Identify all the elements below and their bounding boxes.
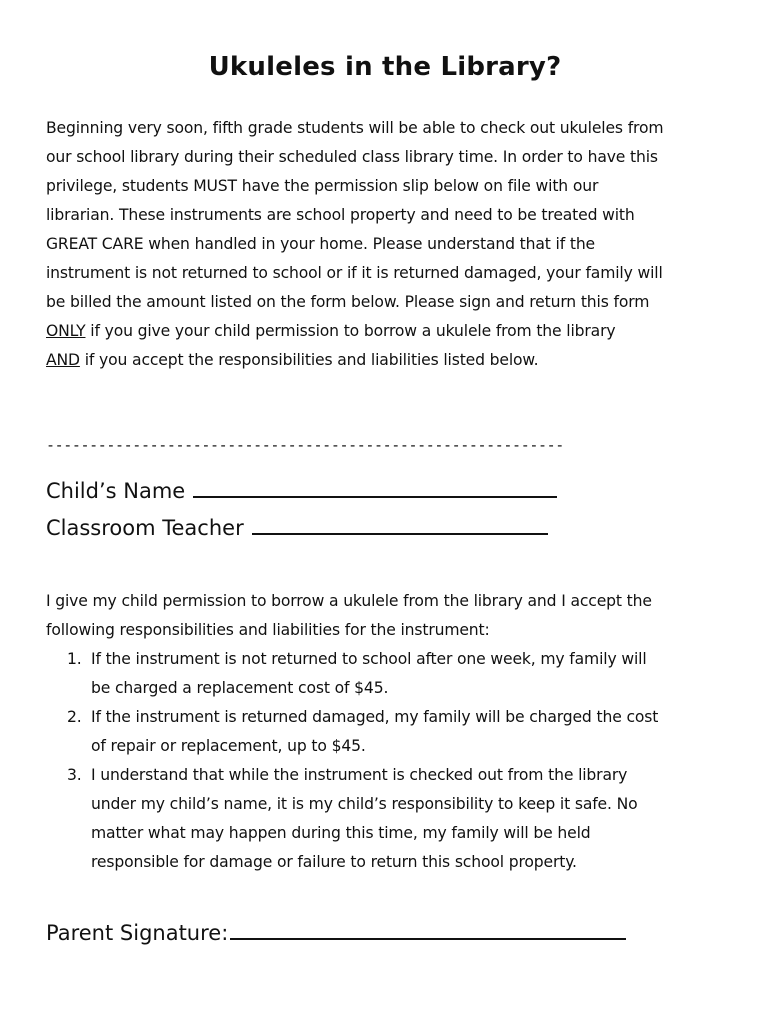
- list-item-number: 2.: [67, 708, 82, 726]
- list-item-line: I understand that while the instrument is checked out from the library: [91, 766, 628, 784]
- child-name-blank[interactable]: [193, 476, 557, 498]
- list-item-line: If the instrument is not returned to school after one week, my family will: [91, 650, 647, 668]
- list-item-line: responsible for damage or failure to return this school property.: [91, 853, 577, 871]
- parent-signature-field: [46, 918, 626, 945]
- list-item-line: If the instrument is returned damaged, my family will be charged the cost: [91, 708, 659, 726]
- intro-line: privilege, students MUST have the permission slip below on file with our: [46, 177, 599, 195]
- list-item: [46, 703, 726, 761]
- child-name-label: Child’s Name: [46, 479, 186, 503]
- consent-line: I give my child permission to borrow a ukulele from the library and I accept the: [46, 592, 652, 610]
- list-item: [46, 761, 726, 877]
- intro-line: GREAT CARE when handled in your home. Please understand that if the: [46, 235, 596, 253]
- intro-line: [46, 317, 726, 346]
- cut-here-dashed-line: ------------------------------------------------------------: [46, 436, 564, 454]
- intro-line-rest: if you accept the responsibilities and liabilities listed below.: [79, 351, 539, 369]
- classroom-teacher-label: Classroom Teacher: [46, 516, 244, 540]
- consent-statement: [46, 587, 726, 645]
- responsibilities-list: [46, 645, 726, 877]
- list-item: [46, 645, 726, 703]
- list-item-line: of repair or replacement, up to $45.: [91, 737, 366, 755]
- list-item-line: be charged a replacement cost of $45.: [91, 679, 389, 697]
- parent-signature-blank[interactable]: [230, 918, 626, 940]
- consent-line: following responsibilities and liabilities for the instrument:: [46, 621, 490, 639]
- list-item-number: 3.: [67, 766, 82, 784]
- intro-line: our school library during their scheduled class library time. In order to have this: [46, 148, 658, 166]
- page-title: Ukuleles in the Library?: [208, 52, 562, 82]
- list-item-number: 1.: [67, 650, 82, 668]
- intro-paragraph: [46, 114, 726, 375]
- intro-line: Beginning very soon, fifth grade students will be able to check out ukuleles from: [46, 119, 664, 137]
- classroom-teacher-blank[interactable]: [252, 513, 548, 535]
- and-emphasis: AND: [46, 351, 80, 369]
- parent-signature-label: Parent Signature:: [46, 921, 229, 945]
- classroom-teacher-field: [46, 513, 548, 540]
- intro-line: librarian. These instruments are school property and need to be treated with: [46, 206, 635, 224]
- intro-line-rest: if you give your child permission to borrow a ukulele from the library: [85, 322, 616, 340]
- list-item-line: under my child’s name, it is my child’s responsibility to keep it safe. No: [91, 795, 638, 813]
- intro-line: be billed the amount listed on the form below. Please sign and return this form: [46, 293, 650, 311]
- child-name-field: [46, 476, 557, 503]
- only-emphasis: ONLY: [46, 322, 86, 340]
- list-item-line: matter what may happen during this time, my family will be held: [91, 824, 591, 842]
- intro-line: [46, 346, 726, 375]
- intro-line: instrument is not returned to school or if it is returned damaged, your family will: [46, 264, 663, 282]
